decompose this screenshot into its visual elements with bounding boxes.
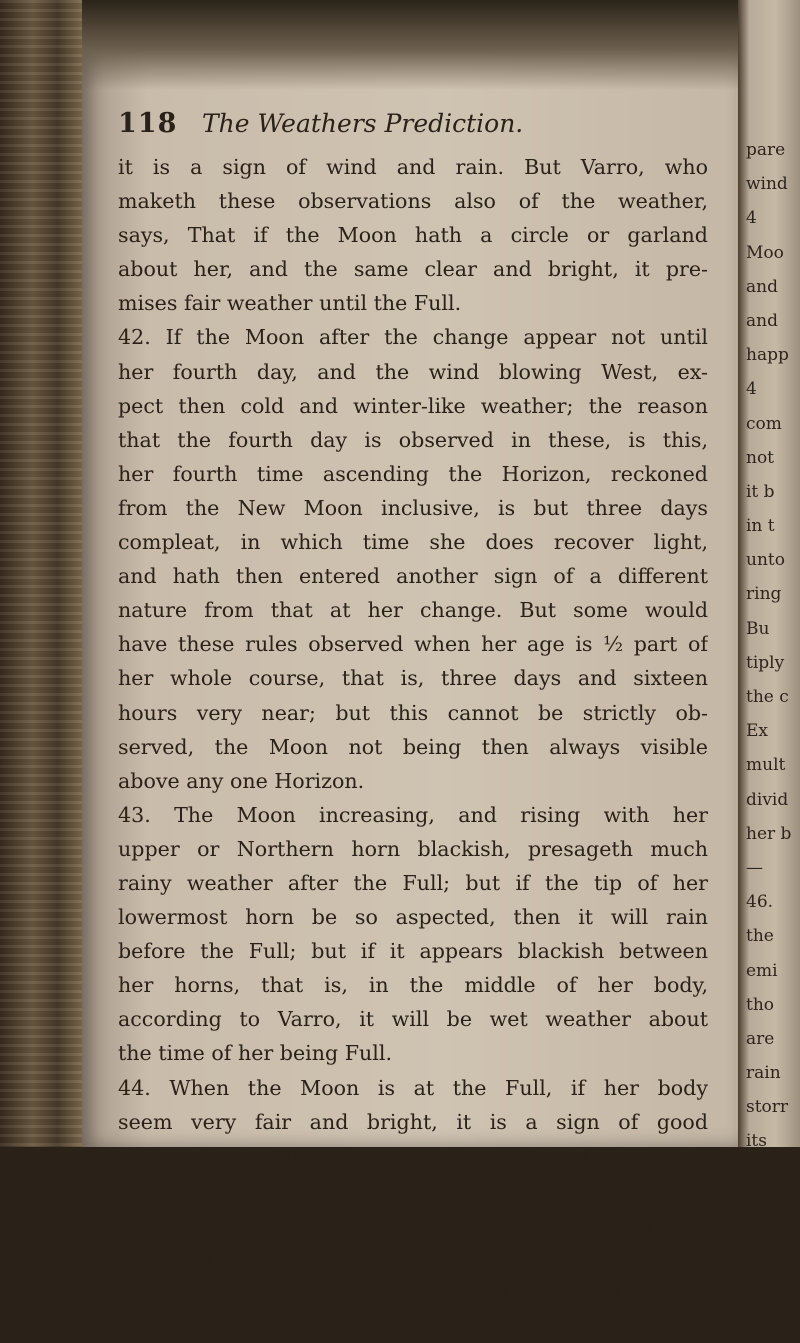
facing-page-fragment: rain xyxy=(746,1063,781,1084)
text-line: mises fair weather until the Full. xyxy=(118,291,462,316)
facing-page-fragment: and xyxy=(746,276,778,297)
text-line: that the fourth day is observed in these, is this, xyxy=(118,427,708,452)
text-line: and where the circle is brightest, or most transf- xyxy=(118,1280,708,1305)
running-title: The Weathers Prediction. xyxy=(202,109,524,138)
text-line: maketh these observations also of the weather, xyxy=(118,189,708,214)
book-left-edge xyxy=(0,0,82,1147)
text-line: and hath then entered another sign of a different xyxy=(118,564,708,589)
facing-page-fragment: not xyxy=(746,447,775,468)
text-line: her fourth day, and the wind blowing West, ex- xyxy=(118,359,708,384)
text-line: parent, xyxy=(632,1314,708,1339)
text-line: pect then cold and winter-like weather; the reason xyxy=(118,393,708,418)
text-line: the time of her being Full. xyxy=(118,1041,393,1066)
text-line: her fourth time ascending the Horizon, reckoned xyxy=(118,461,708,486)
text-line: weather; but if red, it argues wind; it inclining xyxy=(118,1143,708,1168)
text-line: about her, and the same clear and bright, it pre- xyxy=(118,257,708,282)
text-line: it is a sign of wind and rain. But Varro, who xyxy=(118,155,708,179)
page-header xyxy=(118,108,708,148)
facing-page-fragment: 4 xyxy=(746,379,757,400)
text-line: her horns, that is, in the middle of her body, xyxy=(118,973,708,998)
text-line: says, That if the Moon hath a circle or garland xyxy=(118,223,708,248)
facing-page-fragment: 46. xyxy=(746,892,774,913)
text-line: nature from that at her change. But some would xyxy=(118,598,708,623)
text-line: 42. If the Moon after the change appear not until xyxy=(118,325,708,350)
text-line: 44. When the Moon is at the Full, if her body xyxy=(118,1075,708,1100)
text-line: compleat, in which time she does recover light, xyxy=(118,530,708,555)
facing-page-fragment: tiply xyxy=(746,652,785,673)
text-line: before the Full; but if it appears blackish between xyxy=(118,939,708,964)
facing-page-fragment: divid xyxy=(746,789,789,810)
text-line: from the New Moon inclusive, is but three days xyxy=(118,495,708,520)
text-line: hours very near; but this cannot be strictly ob- xyxy=(118,700,708,725)
text-line: served, the Moon not being then always visible xyxy=(118,734,708,759)
facing-page-edge xyxy=(738,0,800,1152)
facing-page-fragment: happ xyxy=(746,345,789,366)
facing-page-fragment: unto xyxy=(746,550,785,571)
facing-page-fragment: pare xyxy=(746,140,786,160)
facing-page-fragment: storr xyxy=(746,1097,789,1118)
facing-page-fragment: mult xyxy=(746,755,786,776)
facing-page-fragment: emi xyxy=(746,960,778,981)
text-line: have these rules observed when her age is ½ part of xyxy=(118,632,708,657)
facing-page-fragment: wind xyxy=(746,174,788,195)
facing-page-fragment: and xyxy=(746,310,778,331)
facing-page-fragment: the xyxy=(746,926,774,947)
facing-page-fragment: her b xyxy=(746,823,792,844)
text-line: according to Varro, it will be wet weather about xyxy=(118,1007,708,1032)
facing-page-fragment: tho xyxy=(746,994,775,1015)
text-line: rainy weather after the Full; but if the tip of her xyxy=(118,870,708,895)
facing-page-fragment: Ex xyxy=(746,721,768,742)
facing-page-fragment: ring xyxy=(746,584,782,605)
facing-page-fragment: 4 xyxy=(746,208,757,229)
text-line: to black, rain; and if a mist about her, it is a sign xyxy=(118,1177,708,1202)
page-body xyxy=(118,150,708,1343)
facing-page-fragment: are xyxy=(746,1028,775,1049)
page-number: 118 xyxy=(118,108,178,139)
facing-page-fragment: — xyxy=(746,857,763,878)
text-line: seem very fair and bright, it is a sign of good xyxy=(118,1109,708,1134)
text-line: these circles, it is the worse, and presages storms; xyxy=(118,1246,708,1270)
facing-page-fragments xyxy=(746,140,800,1166)
text-line: 43. The Moon increasing, and rising with her xyxy=(118,802,708,827)
facing-page-fragment: Moo xyxy=(746,242,784,263)
text-line: above any one Horizon. xyxy=(118,768,365,793)
text-line: her whole course, that is, three days and sixteen xyxy=(118,666,708,691)
facing-page-fragment: its xyxy=(746,1131,767,1152)
page-text-block xyxy=(118,108,708,1343)
facing-page-fragment: it b xyxy=(746,481,775,502)
text-line: of snow, rain or wind; and if two or more of xyxy=(118,1211,708,1236)
facing-page-fragment: Bu xyxy=(746,618,770,639)
facing-page-fragment: in t xyxy=(746,516,775,537)
facing-page-fragment: the c xyxy=(746,687,789,707)
text-line: upper or Northern horn blackish, presageth much xyxy=(118,836,708,861)
text-line: lowermost horn be so aspected, then it will rain xyxy=(118,905,708,930)
facing-page-fragment: com xyxy=(746,413,782,434)
